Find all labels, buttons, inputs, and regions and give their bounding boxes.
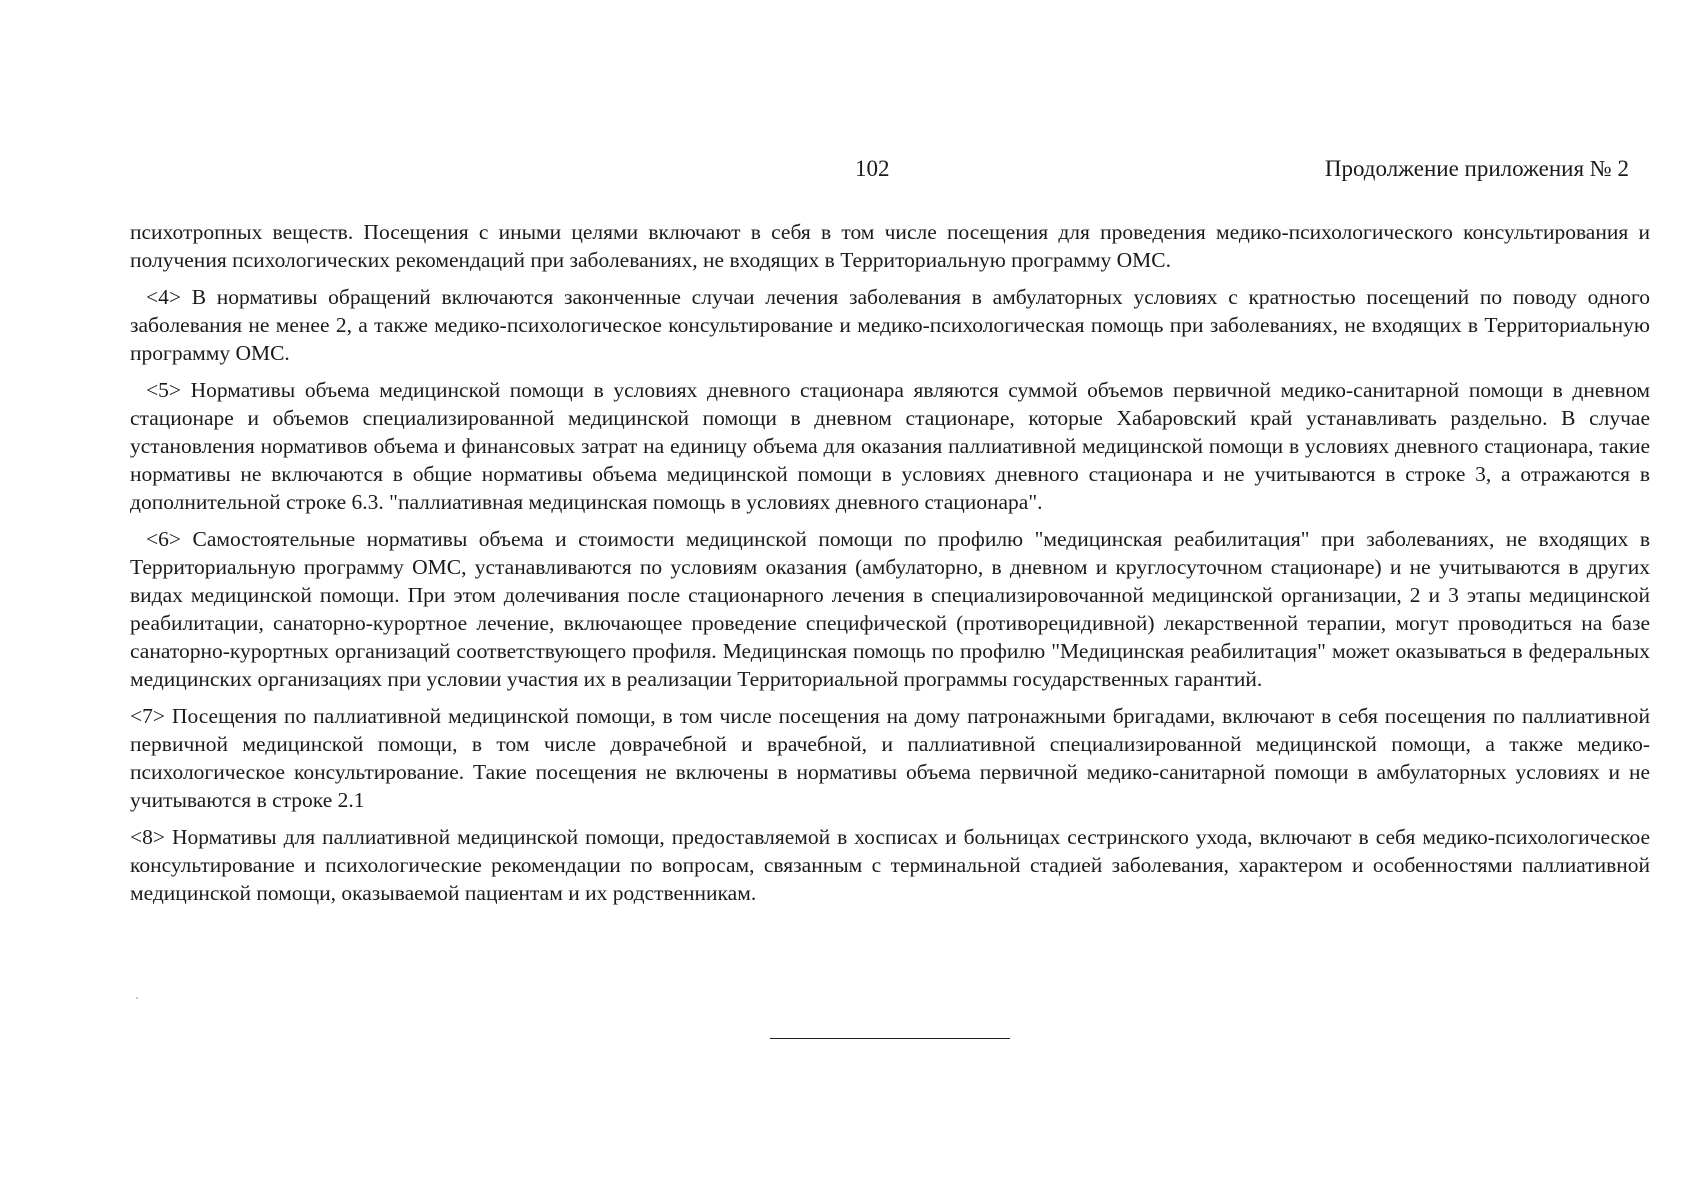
footnote-8: <8> Нормативы для паллиативной медицинской помощи, предоставляемой в хосписах и больницах сестринского ухода, включают в себя медико-психологическое консультирование и психологические рекомендации по вопросам, связанным с терминальной стадией заболевания, характером и особенностями паллиативной медицинской помощи, оказываемой пациентам и их родственникам. (130, 825, 1650, 905)
scan-speck (136, 997, 138, 999)
continuation-header: Продолжение приложения № 2 (1324, 156, 1629, 181)
footnote-6: <6> Самостоятельные нормативы объема и стоимости медицинской помощи по профилю "медицинская реабилитация" при заболеваниях, не входящих в Территориальную программу ОМС, устанавливаются по условиям оказания (амбулаторно, в дневном и круглосуточном стационаре) и не учитываются в других видах медицинской помощи. При этом долечивания после стационарного лечения в специализировочанной медицинской организации, 2 и 3 этапы медицинской реабилитации, санаторно-курортное лечение, включающее проведение специфической (противорецидивной) лекарственной терапии, могут проводиться на базе санаторно-курортных организаций соответствующего профиля. Медицинская помощь по профилю "Медицинская реабилитация" может оказываться в федеральных медицинских организациях при условии участия их в реализации Территориальной программы государственных гарантий. (130, 527, 1650, 691)
footnote-5: <5> Нормативы объема медицинской помощи в условиях дневного стационара являются суммой объемов первичной медико-санитарной помощи в дневном стационаре и объемов специализированной медицинской помощи в дневном стационаре, которые Хабаровский край устанавливать раздельно. В случае установления нормативов объема и финансовых затрат на единицу объема для оказания паллиативной медицинской помощи в условиях дневного стационара, такие нормативы не включаются в общие нормативы объема медицинской помощи в условиях дневного стационара и не учитываются в строке 3, а отражаются в дополнительной строке 6.3. "паллиативная медицинская помощь в условиях дневного стационара". (130, 378, 1650, 514)
paragraph-continuation: психотропных веществ. Посещения с иными целями включают в себя в том числе посещения для проведения медико-психологического консультирования и получения психологических рекомендаций при заболеваниях, не входящих в Территориальную программу ОМС. (130, 220, 1650, 272)
end-of-document-rule (770, 1038, 1010, 1039)
footnote-4: <4> В нормативы обращений включаются законченные случаи лечения заболевания в амбулаторных условиях с кратностью посещений по поводу одного заболевания не менее 2, а также медико-психологическое консультирование и медико-психологическая помощь при заболеваниях, не входящих в Территориальную программу ОМС. (130, 285, 1650, 365)
footnote-7: <7> Посещения по паллиативной медицинской помощи, в том числе посещения на дому патронажными бригадами, включают в себя посещения по паллиативной первичной медицинской помощи, в том числе доврачебной и врачебной, и паллиативной специализированной медицинской помощи, а также медико-психологическое консультирование. Такие посещения не включены в нормативы объема первичной медико-санитарной помощи в амбулаторных условиях и не учитываются в строке 2.1 (130, 704, 1650, 812)
document-body (130, 218, 1650, 916)
page-number: 102 (855, 156, 890, 181)
